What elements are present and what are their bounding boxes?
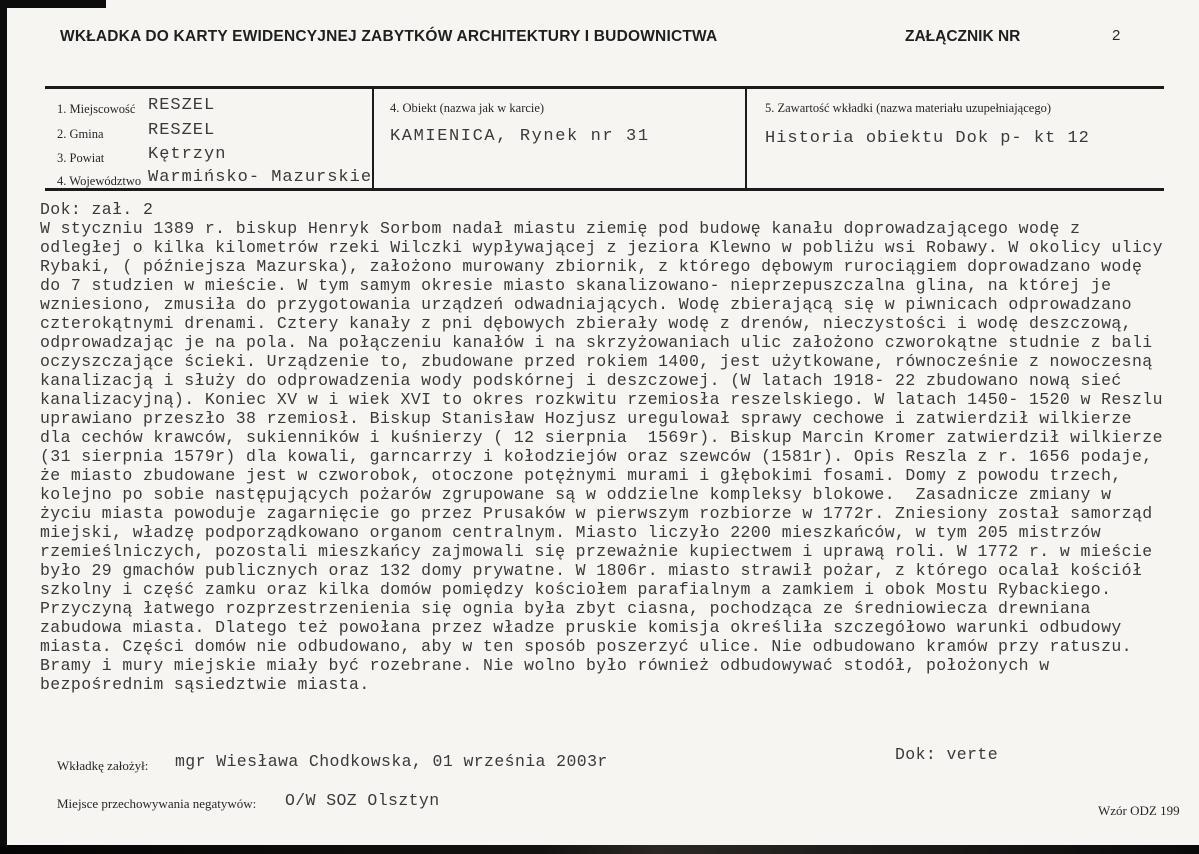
typewriter-line: kanalizacją i służy do odprowadzenia wody podskórnej i deszczowej. (W latach 1918- 22 zbudowano nową sieć (40, 371, 1122, 390)
typewriter-line: kolejno po sobie następujących pożarów zgrupowane są w oddzielne kompleksy blokowe. Zasadnicze zmiany w (40, 485, 1112, 504)
typewriter-line: że miasto zbudowane jest w czworobok, otoczone potężnymi murami i głębokimi fosami. Domy z powodu trzech, (40, 466, 1122, 485)
field-powiat-value: Kętrzyn (148, 145, 227, 164)
field-miejscowosc-value: RESZEL (148, 96, 216, 115)
typewriter-line: czterokątnymi drenami. Cztery kanały z pni dębowych zbierały wodę z drenów, nieczystości i wodę deszczową, (40, 314, 1132, 333)
typewriter-line: Rybaki, ( późniejsza Mazurska), założono murowany zbiornik, z którego dębowym rurociągiem doprowadzano wodę (40, 257, 1143, 276)
attachment-number: 2 (1112, 27, 1121, 44)
typewriter-line: szkolny i część zamku oraz kilka domów pomiędzy kościołem parafialnym a zamkiem i obok Mostu Rybackiego. (40, 580, 1112, 599)
created-by-value: mgr Wiesława Chodkowska, 01 września 2003r (175, 752, 608, 771)
document-title: WKŁADKA DO KARTY EWIDENCYJNEJ ZABYTKÓW ARCHITEKTURY I BUDOWNICTWA (60, 28, 718, 45)
field-gmina-label: 2. Gmina (57, 127, 104, 141)
typewriter-body (40, 200, 1199, 694)
typewriter-line: Dok: zał. 2 (40, 200, 154, 219)
negatives-location-label: Miejsce przechowywania negatywów: (57, 796, 257, 811)
scan-mark-top (0, 0, 106, 8)
negatives-location-value: O/W SOZ Olsztyn (285, 791, 440, 810)
typewriter-line: dla cechów krawców, sukienników i kuśnierzy ( 12 sierpnia 1569r). Biskup Marcin Kromer zatwierdził wilkierze (40, 428, 1163, 447)
typewriter-line: W styczniu 1389 r. biskup Henryk Sorbom nadał miastu ziemię pod budowę kanału doprowadzającego wodę z (40, 219, 1081, 238)
typewriter-line: wzniesiono, zmusiła do przygotowania urządzeń odwadniających. Wodę zbierającą się w piwnicach odprowadzano (40, 295, 1132, 314)
typewriter-line: uprawiano przeszło 38 rzemiosł. Biskup Stanisław Hozjusz uregulował sprawy cechowe i zatwierdził wilkierze (40, 409, 1132, 428)
typewriter-line: Przyczyną łatwego rozprzestrzenienia się ognia była zbyt ciasna, pochodząca ze średniowiecza drewniana (40, 599, 1091, 618)
field-powiat (57, 145, 377, 167)
field-gmina (57, 121, 377, 143)
form-template-code: Wzór ODZ 199 (1098, 803, 1180, 818)
field-zawartosc-value: Historia obiektu Dok p- kt 12 (765, 129, 1090, 148)
typewriter-line: Bramy i mury miejskie miały być rozebrane. Nie wolno było również odbudowywać stodół, położonych w (40, 656, 1050, 675)
field-obiekt-value: KAMIENICA, Rynek nr 31 (390, 127, 650, 146)
typewriter-line: miasta. Części domów nie odbudowano, aby w ten sposób poszerzyć ulice. Nie odbudowano kramów przy ratuszu. (40, 637, 1132, 656)
typewriter-line: było 29 gmachów publicznych oraz 132 domy prywatne. W 1806r. miasto strawił pożar, z którego ocalał kościół (40, 561, 1143, 580)
form-table (45, 86, 1164, 191)
field-wojewodztwo (57, 168, 377, 190)
typewriter-line: (31 sierpnia 1579r) dla kowali, garncarrzy i kołodziejów oraz szewców (1581r). Opis Reszla z r. 1656 podaje, (40, 447, 1153, 466)
field-powiat-label: 3. Powiat (57, 151, 105, 165)
field-wojewodztwo-label: 4. Województwo (57, 174, 142, 188)
field-gmina-value: RESZEL (148, 121, 216, 140)
field-wojewodztwo-value: Warmińsko- Mazurskie (148, 168, 373, 187)
field-zawartosc-label: 5. Zawartość wkładki (nazwa materiału uzupełniającego) (765, 101, 1051, 115)
created-by-label: Wkładkę założył: (57, 758, 149, 773)
attachment-label: ZAŁĄCZNIK NR (905, 28, 1021, 45)
typewriter-line: życiu miasta powoduje zagarnięcie go przez Prusaków w pierwszym rozbiorze w 1772r. Zniesiony został samorząd (40, 504, 1153, 523)
typewriter-line: zabudowa miasta. Dlatego też powołana przez władze pruskie komisja określiła szczegółowo warunki odbudowy (40, 618, 1122, 637)
typewriter-line: odprowadzając je na pola. Na połączeniu kanałów i na skrzyżowaniach ulic założono czworokątne studnie z bali (40, 333, 1153, 352)
typewriter-line: oczyszczające ścieki. Urządzenie to, zbudowane przed rokiem 1400, jest użytkowane, równocześnie z nowoczesną (40, 352, 1153, 371)
field-miejscowosc (57, 96, 377, 118)
typewriter-line: kanalizacyjną). Koniec XV w i wiek XVI to okres rozkwitu rzemiosła reszelskiego. W latach 1450- 1520 w Reszlu (40, 390, 1163, 409)
scan-bar-bottom (0, 845, 1199, 854)
typewriter-line: odległej o kilka kilometrów rzeki Wilczki wypływającej z jeziora Klewno w pobliżu wsi Robawy. W okolicy ulicy (40, 238, 1163, 257)
typewriter-line: do 7 studzien w mieście. W tym samym okresie miasto skanalizowano- nieprzepuszczalna glina, na której je (40, 276, 1112, 295)
typewriter-line: rzemieślniczych, pozostali mieszkańcy zajmowali się przeważnie kupiectwem i uprawą roli. W 1772 r. w mieście (40, 542, 1153, 561)
typewriter-line: miejski, władzę podporządkowano organom centralnym. Miasto liczyło 2200 mieszkańców, w tym 205 mistrzów (40, 523, 1102, 542)
field-obiekt-label: 4. Obiekt (nazwa jak w karcie) (390, 101, 545, 115)
typewriter-line: bezpośrednim sąsiedztwie miasta. (40, 675, 370, 694)
scan-edge-left (0, 0, 7, 854)
table-divider-2 (745, 89, 747, 188)
dok-verte-note: Dok: verte (895, 745, 999, 764)
field-miejscowosc-label: 1. Miejscowość (57, 102, 136, 116)
